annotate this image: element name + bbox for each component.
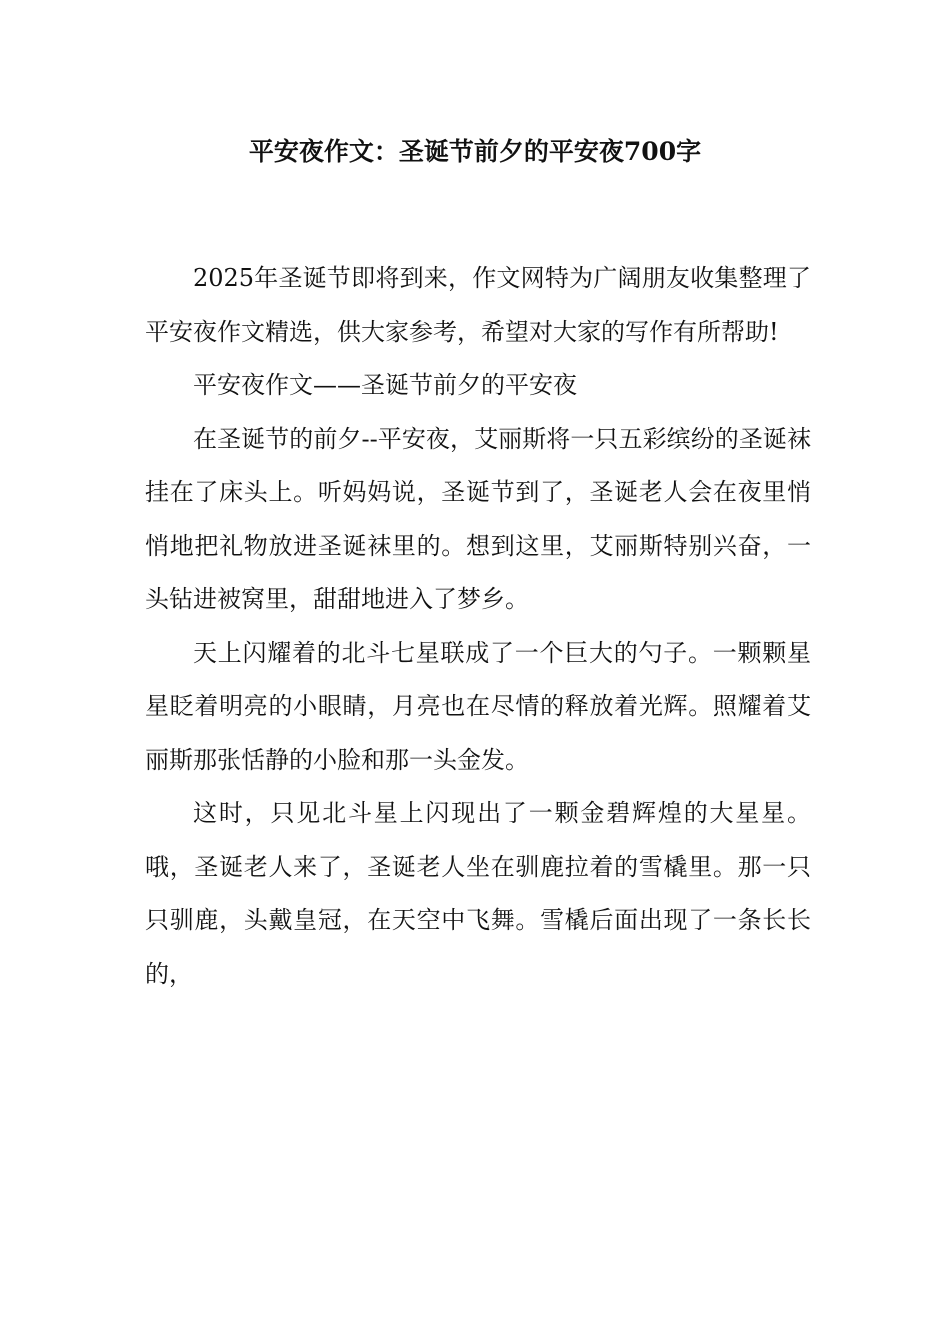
paragraph-christmas-eve: 在圣诞节的前夕--平安夜，艾丽斯将一只五彩缤纷的圣诞袜挂在了床头上。听妈妈说，圣诞节到了，圣诞老人会在夜里悄悄地把礼物放进圣诞袜里的。想到这里，艾丽斯特别兴奋，一头钻进被窝里，甜甜地进入了梦乡。 <box>145 424 811 613</box>
paragraph-santa: 这时，只见北斗星上闪现出了一颗金碧辉煌的大星星。哦，圣诞老人来了，圣诞老人坐在驯鹿拉着的雪橇里。那一只只驯鹿，头戴皇冠，在天空中飞舞。雪橇后面出现了一条长长的， <box>145 799 811 988</box>
paragraph-subtitle: 平安夜作文——圣诞节前夕的平安夜 <box>193 371 577 399</box>
document-title: 平安夜作文：圣诞节前夕的平安夜700字 <box>248 137 702 166</box>
document-body <box>145 252 811 1001</box>
paragraph-intro: 2025年圣诞节即将到来，作文网特为广阔朋友收集整理了平安夜作文精选，供大家参考，希望对大家的写作有所帮助! <box>145 264 811 346</box>
paragraph-stars: 天上闪耀着的北斗七星联成了一个巨大的勺子。一颗颗星星眨着明亮的小眼睛，月亮也在尽情的释放着光辉。照耀着艾丽斯那张恬静的小脸和那一头金发。 <box>145 638 811 774</box>
